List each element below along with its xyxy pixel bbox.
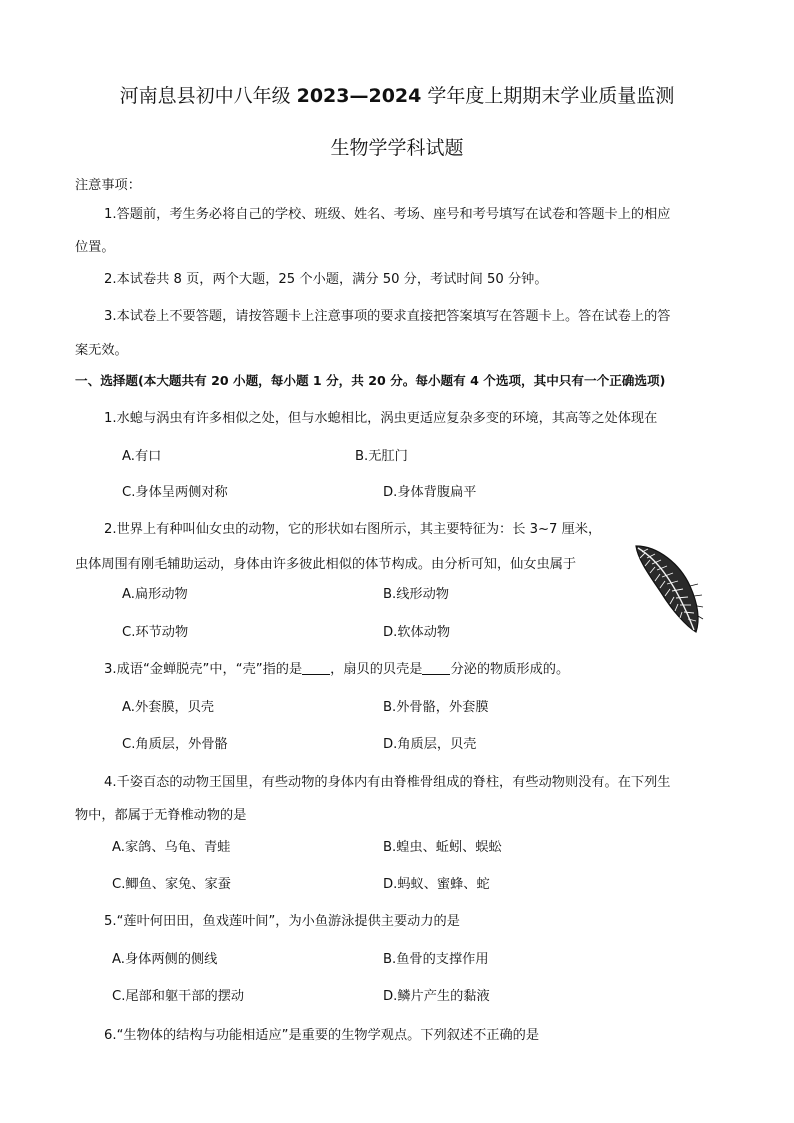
question-2-stem-line-1: 2.世界上有种叫仙女虫的动物，它的形状如右图所示，其主要特征为：长 3~7 厘米， [104, 522, 602, 537]
question-2-option-d: D.软体动物 [383, 625, 451, 640]
answer-blank-2 [422, 660, 450, 675]
question-1-option-b: B.无肛门 [355, 449, 408, 464]
question-4-option-c: C.鲫鱼、家兔、家蚕 [112, 877, 231, 892]
section-heading: 一、选择题(本大题共有 20 小题，每小题 1 分，共 20 分。每小题有 4 个选项，其中只有一个正确选项) [75, 373, 666, 388]
title-suffix: 学年度上期期末学业质量监测 [421, 85, 675, 107]
question-5-option-b: B.鱼骨的支撑作用 [383, 952, 489, 967]
question-4-option-b: B.蝗虫、蚯蚓、蜈蚣 [383, 840, 502, 855]
question-3-option-b: B.外骨骼，外套膜 [383, 700, 489, 715]
question-4-stem-line-2: 物中，都属于无脊椎动物的是 [75, 808, 247, 823]
question-2-option-c: C.环节动物 [122, 625, 189, 640]
question-3-stem-part-2: ，扇贝的贝壳是 [330, 662, 423, 677]
exam-title [0, 83, 794, 109]
note-line-5: 案无效。 [75, 343, 128, 358]
fairy-worm-illustration [628, 540, 704, 636]
question-3-option-a: A.外套膜，贝壳 [122, 700, 215, 715]
question-5-option-d: D.鳞片产生的黏液 [383, 989, 490, 1004]
question-2-option-b: B.线形动物 [383, 587, 449, 602]
question-4-option-a: A.家鸽、乌龟、青蛙 [112, 840, 231, 855]
question-1-option-d: D.身体背腹扁平 [383, 485, 477, 500]
note-line-2: 位置。 [75, 240, 115, 255]
question-2-stem-line-2: 虫体周围有刚毛辅助运动，身体由许多彼此相似的体节构成。由分析可知，仙女虫属于 [75, 557, 577, 572]
question-5-option-c: C.尾部和躯干部的摆动 [112, 989, 245, 1004]
exam-subtitle: 生物学学科试题 [330, 137, 464, 159]
question-1-option-a: A.有口 [122, 449, 162, 464]
title-years: 2023—2024 [296, 85, 422, 107]
note-line-3: 2.本试卷共 8 页，两个大题，25 个小题，满分 50 分，考试时间 50 分钟。 [104, 272, 548, 287]
notes-heading: 注意事项： [75, 178, 141, 193]
title-prefix: 河南息县初中八年级 [119, 85, 297, 107]
note-line-1: 1.答题前，考生务必将自己的学校、班级、姓名、考场、座号和考号填写在试卷和答题卡上的相应 [104, 207, 671, 222]
question-5-stem: 5.“莲叶何田田，鱼戏莲叶间”，为小鱼游泳提供主要动力的是 [104, 914, 460, 929]
question-1-stem: 1.水螅与涡虫有许多相似之处，但与水螅相比，涡虫更适应复杂多变的环境，其高等之处体现在 [104, 411, 658, 426]
question-3-stem-part-3: 分泌的物质形成的。 [450, 662, 570, 677]
question-5-option-a: A.身体两侧的侧线 [112, 952, 218, 967]
question-4-stem-line-1: 4.千姿百态的动物王国里，有些动物的身体内有由脊椎骨组成的脊柱，有些动物则没有。在下列生 [104, 775, 671, 790]
question-3-stem [104, 660, 569, 680]
question-3-stem-part-1: 3.成语“金蝉脱壳”中，“壳”指的是 [104, 662, 303, 677]
question-3-option-c: C.角质层，外骨骼 [122, 737, 228, 752]
question-2-option-a: A.扁形动物 [122, 587, 188, 602]
answer-blank-1 [302, 660, 330, 675]
note-line-4: 3.本试卷上不要答题，请按答题卡上注意事项的要求直接把答案填写在答题卡上。答在试卷上的答 [104, 309, 671, 324]
question-4-option-d: D.蚂蚁、蜜蜂、蛇 [383, 877, 490, 892]
question-1-option-c: C.身体呈两侧对称 [122, 485, 228, 500]
question-3-option-d: D.角质层，贝壳 [383, 737, 477, 752]
question-6-stem: 6.“生物体的结构与功能相适应”是重要的生物学观点。下列叙述不正确的是 [104, 1028, 540, 1043]
